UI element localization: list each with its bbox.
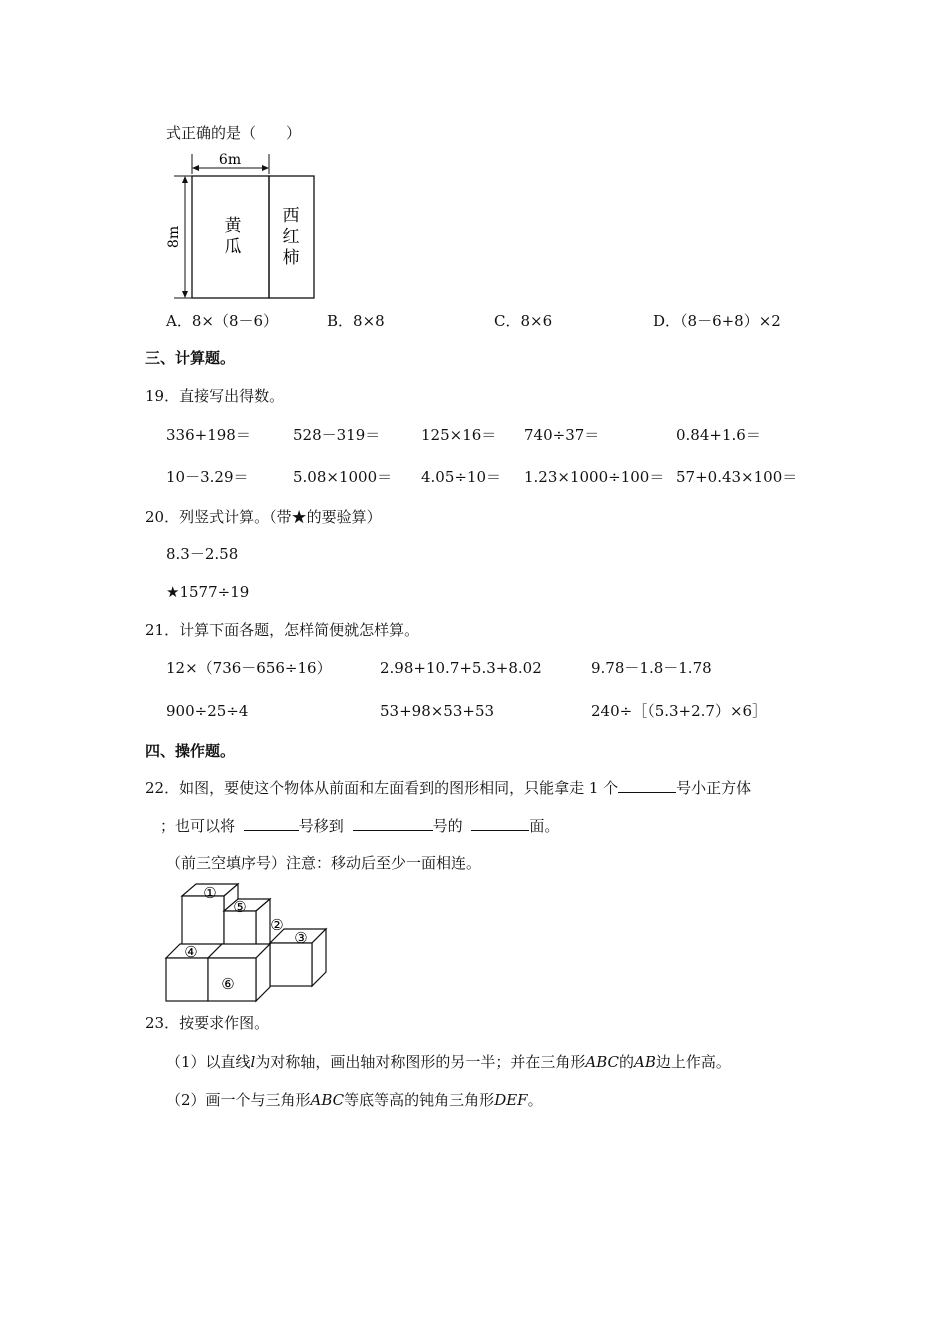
q23-part-2 (166, 1090, 543, 1110)
answer-blank-2[interactable] (244, 816, 299, 831)
q23-stem: 23．按要求作图。 (145, 1014, 270, 1032)
answer-blank-4[interactable] (471, 816, 529, 831)
q19-item: 528－319＝ (293, 426, 381, 444)
q19-item: 336+198＝ (166, 426, 251, 444)
q19-item: 10－3.29＝ (166, 468, 249, 486)
side-ab-symbol: AB (634, 1053, 656, 1071)
q19-stem: 19．直接写出得数。 (145, 387, 285, 405)
section-3-title: 三、计算题。 (145, 349, 236, 367)
q21-item: 53+98×53+53 (380, 702, 495, 720)
cube-label-2: ② (270, 916, 284, 934)
q21-item: 12×（736－656÷16） (166, 659, 332, 677)
q22-text: 22．如图，要使这个物体从前面和左面看到的图形相同，只能拿走 1 个 (145, 779, 619, 797)
q21-stem: 21．计算下面各题，怎样简便就怎样算。 (145, 621, 420, 639)
q21-item: 9.78－1.8－1.78 (591, 659, 712, 677)
q22-line-1 (145, 778, 751, 798)
q22-line-3: （前三空填序号）注意：移动后至少一面相连。 (166, 854, 482, 872)
q23-text: 的 (619, 1053, 635, 1071)
cube-label-4: ④ (184, 943, 198, 961)
cucumber-label-1: 黄 (224, 216, 242, 236)
q21-item: 2.98+10.7+5.3+8.02 (380, 659, 542, 677)
q20-stem: 20．列竖式计算。（带★的要验算） (145, 508, 382, 526)
q22-text: 号移到 (298, 817, 344, 835)
q19-item: 5.08×1000＝ (293, 468, 393, 486)
q19-item: 125×16＝ (421, 426, 497, 444)
q19-item: 740÷37＝ (524, 426, 600, 444)
q22-line-2 (160, 816, 559, 836)
cucumber-label-2: 瓜 (224, 237, 242, 257)
triangle-abc-symbol: ABC (585, 1053, 619, 1071)
q20-item: 8.3－2.58 (166, 545, 239, 563)
tomato-label-2: 红 (282, 227, 300, 247)
line-l-symbol: l (250, 1053, 256, 1071)
answer-blank-3[interactable] (353, 816, 433, 831)
tomato-label-1: 西 (282, 206, 300, 226)
q23-text: （1）以直线 (166, 1053, 251, 1071)
section-4-title: 四、操作题。 (145, 742, 236, 760)
answer-blank-1[interactable] (618, 778, 676, 793)
q23-text: 边上作高。 (655, 1053, 731, 1071)
option-d: D．（8－6+8）×2 (653, 312, 781, 330)
q19-item: 0.84+1.6＝ (676, 426, 761, 444)
q19-item: 57+0.43×100＝ (676, 468, 798, 486)
triangle-abc-symbol: ABC (310, 1091, 345, 1109)
option-c: C．8×6 (494, 312, 553, 330)
q23-text: 等底等高的钝角三角形 (344, 1091, 495, 1109)
q23-part-1 (166, 1052, 731, 1072)
q20-item: ★1577÷19 (166, 583, 250, 601)
height-label: 8m (166, 225, 182, 249)
q19-item: 1.23×1000÷100＝ (524, 468, 665, 486)
q23-text: 。 (527, 1091, 543, 1109)
cube-label-6: ⑥ (221, 975, 235, 993)
q19-item: 4.05÷10＝ (421, 468, 502, 486)
q22-text: ；也可以将 (160, 817, 236, 835)
q22-text: 面。 (529, 817, 560, 835)
cube-label-5: ⑤ (233, 898, 247, 916)
triangle-def-symbol: DEF (494, 1091, 528, 1109)
cube-label-3: ③ (294, 929, 308, 947)
q23-text: （2）画一个与三角形 (166, 1091, 311, 1109)
q22-text: 号的 (432, 817, 463, 835)
tomato-label-3: 柿 (282, 248, 300, 268)
q18-stem-tail: 式正确的是（ ） (166, 124, 302, 142)
cube-label-1: ① (203, 884, 217, 902)
cube-stack-diagram (160, 880, 332, 1004)
width-label: 6m (218, 152, 242, 168)
q22-text: 号小正方体 (676, 779, 752, 797)
q21-item: 240÷［（5.3+2.7）×6］ (591, 702, 768, 720)
option-b: B．8×8 (327, 312, 385, 330)
q21-item: 900÷25÷4 (166, 702, 249, 720)
q23-text: 为对称轴，画出轴对称图形的另一半；并在三角形 (255, 1053, 586, 1071)
option-a: A．8×（8－6） (166, 312, 279, 330)
garden-diagram (160, 148, 325, 306)
